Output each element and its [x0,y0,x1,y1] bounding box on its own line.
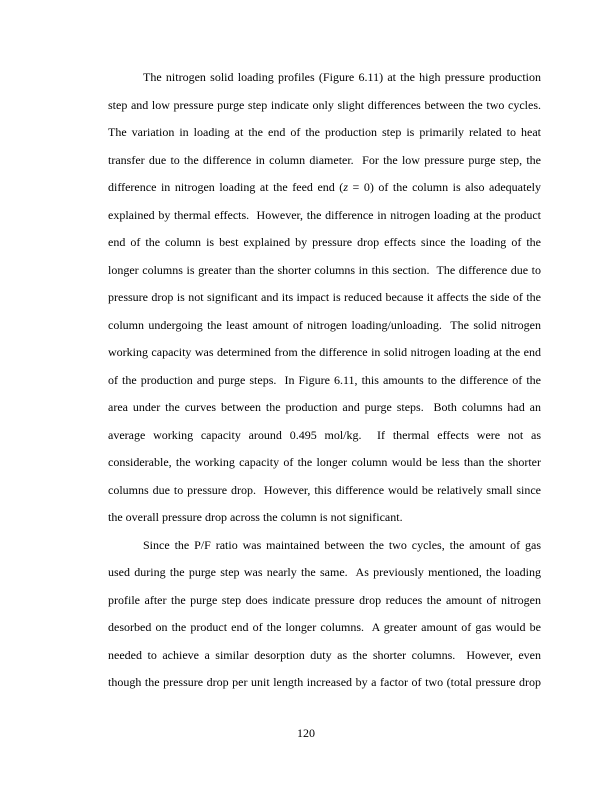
text-line: considerable, the working capacity of the longer column would be less than the shorter [108,455,541,469]
text-line: the overall pressure drop across the column is not significant. [108,510,403,524]
text-line: column undergoing the least amount of nitrogen loading/unloading. The solid nitrogen [108,317,541,332]
paragraph [108,532,541,697]
text-line: pressure drop is not significant and its impact is reduced because it affects the side of the [108,290,541,304]
text-line: longer columns is greater than the shorter columns in this section. The difference due to [108,262,541,277]
text-line: explained by thermal effects. However, the difference in nitrogen loading at the product [108,207,541,222]
text-line: difference in nitrogen loading at the feed end (z = 0) of the column is also adequately [108,180,541,194]
body-text [108,64,541,697]
text-line: transfer due to the difference in column diameter. For the low pressure purge step, the [108,152,541,167]
text-line: used during the purge step was nearly the same. As previously mentioned, the loading [108,565,541,579]
paragraph [108,64,541,532]
text-line: working capacity was determined from the difference in solid nitrogen loading at the end [108,345,541,359]
page-number: 120 [297,726,315,740]
text-line: of the production and purge steps. In Figure 6.11, this amounts to the difference of the [108,372,541,387]
text-line: area under the curves between the production and purge steps. Both columns had an [108,400,541,414]
text-line: profile after the purge step does indicate pressure drop reduces the amount of nitrogen [108,592,541,607]
text-line: Since the P/F ratio was maintained between the two cycles, the amount of gas [143,537,541,552]
text-line: The variation in loading at the end of the production step is primarily related to heat [108,125,541,139]
text-line: needed to achieve a similar desorption duty as the shorter columns. However, even [108,647,541,662]
text-line: desorbed on the product end of the longer columns. A greater amount of gas would be [108,620,541,634]
text-line: average working capacity around 0.495 mol/kg. If thermal effects were not as [108,427,541,442]
text-line: step and low pressure purge step indicate only slight differences between the two cycles. [108,97,541,112]
text-line: The nitrogen solid loading profiles (Figure 6.11) at the high pressure production [143,70,541,84]
text-line: though the pressure drop per unit length increased by a factor of two (total pressure drop [108,675,541,689]
text-line: columns due to pressure drop. However, this difference would be relatively small since [108,482,541,497]
text-line: end of the column is best explained by pressure drop effects since the loading of the [108,235,541,249]
